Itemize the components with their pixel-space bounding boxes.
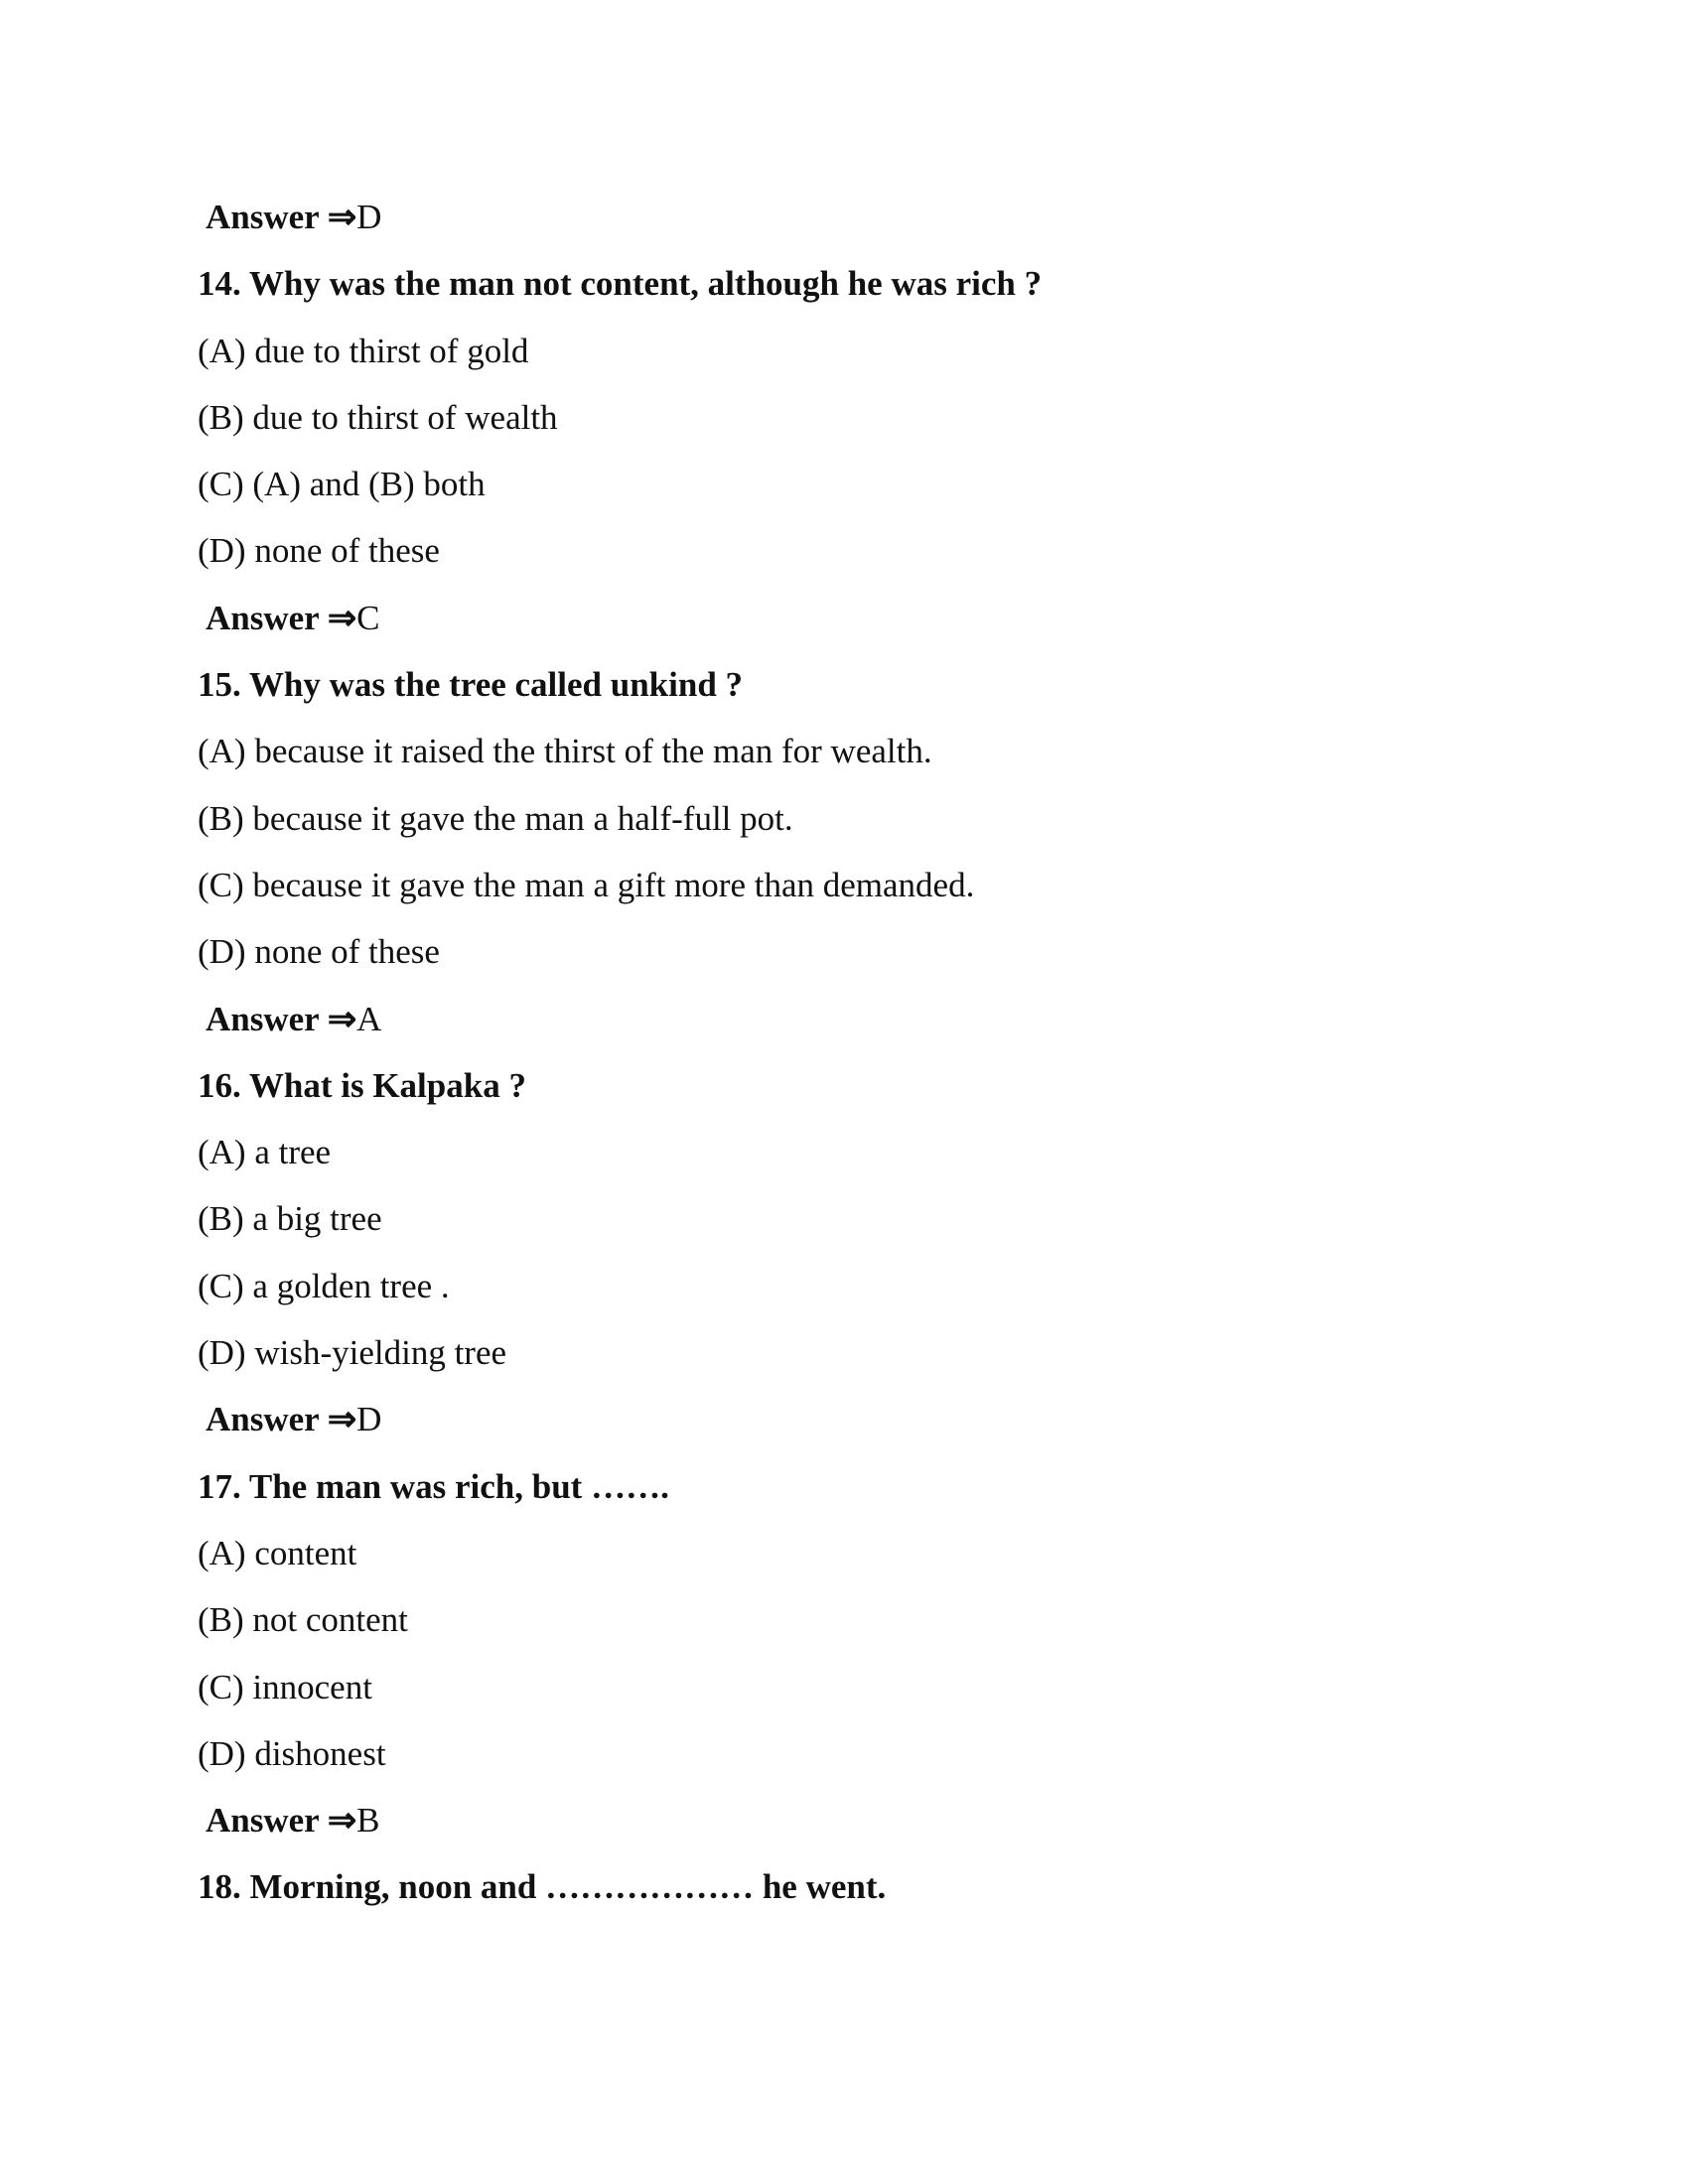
answer-label: Answer ⇒ <box>206 198 357 236</box>
option: (D) dishonest <box>198 1733 386 1773</box>
option: (B) a big tree <box>198 1199 382 1239</box>
answer-value: D <box>356 198 382 236</box>
answer-value: A <box>356 999 382 1038</box>
option: (B) because it gave the man a half-full pot. <box>198 798 793 838</box>
document-body <box>198 195 1042 1932</box>
question: 15. Why was the tree called unkind ? <box>198 665 744 705</box>
option: (A) a tree <box>198 1133 332 1172</box>
answer-label: Answer ⇒ <box>206 1801 357 1841</box>
question: 16. What is Kalpaka ? <box>198 1065 526 1105</box>
answer-line <box>198 997 1042 1063</box>
answer-line <box>198 1798 1042 1864</box>
option: (B) due to thirst of wealth <box>198 397 558 437</box>
question: 14. Why was the man not content, although he was rich ? <box>198 264 1043 304</box>
answer-line <box>198 195 1042 261</box>
option: (A) content <box>198 1533 357 1572</box>
option: (B) not content <box>198 1600 408 1640</box>
question-18: 18. Morning, noon and ……………… he went. <box>198 1867 887 1907</box>
option: (C) a golden tree . <box>198 1266 450 1305</box>
option: (D) wish-yielding tree <box>198 1333 507 1373</box>
option: (C) because it gave the man a gift more than demanded. <box>198 865 975 904</box>
answer-value: D <box>356 1400 382 1439</box>
question: 17. The man was rich, but ……. <box>198 1466 669 1506</box>
option: (C) (A) and (B) both <box>198 465 486 504</box>
answer-label: Answer ⇒ <box>206 1400 357 1439</box>
answer-line <box>198 1397 1042 1463</box>
answer-line <box>198 596 1042 662</box>
option: (C) innocent <box>198 1667 372 1706</box>
answer-value: B <box>356 1801 380 1841</box>
option: (D) none of these <box>198 531 440 571</box>
option: (A) because it raised the thirst of the man for wealth. <box>198 732 932 771</box>
answer-label: Answer ⇒ <box>206 598 357 637</box>
option: (A) due to thirst of gold <box>198 331 529 370</box>
answer-value: C <box>356 598 380 637</box>
option: (D) none of these <box>198 932 440 972</box>
answer-label: Answer ⇒ <box>206 999 357 1038</box>
